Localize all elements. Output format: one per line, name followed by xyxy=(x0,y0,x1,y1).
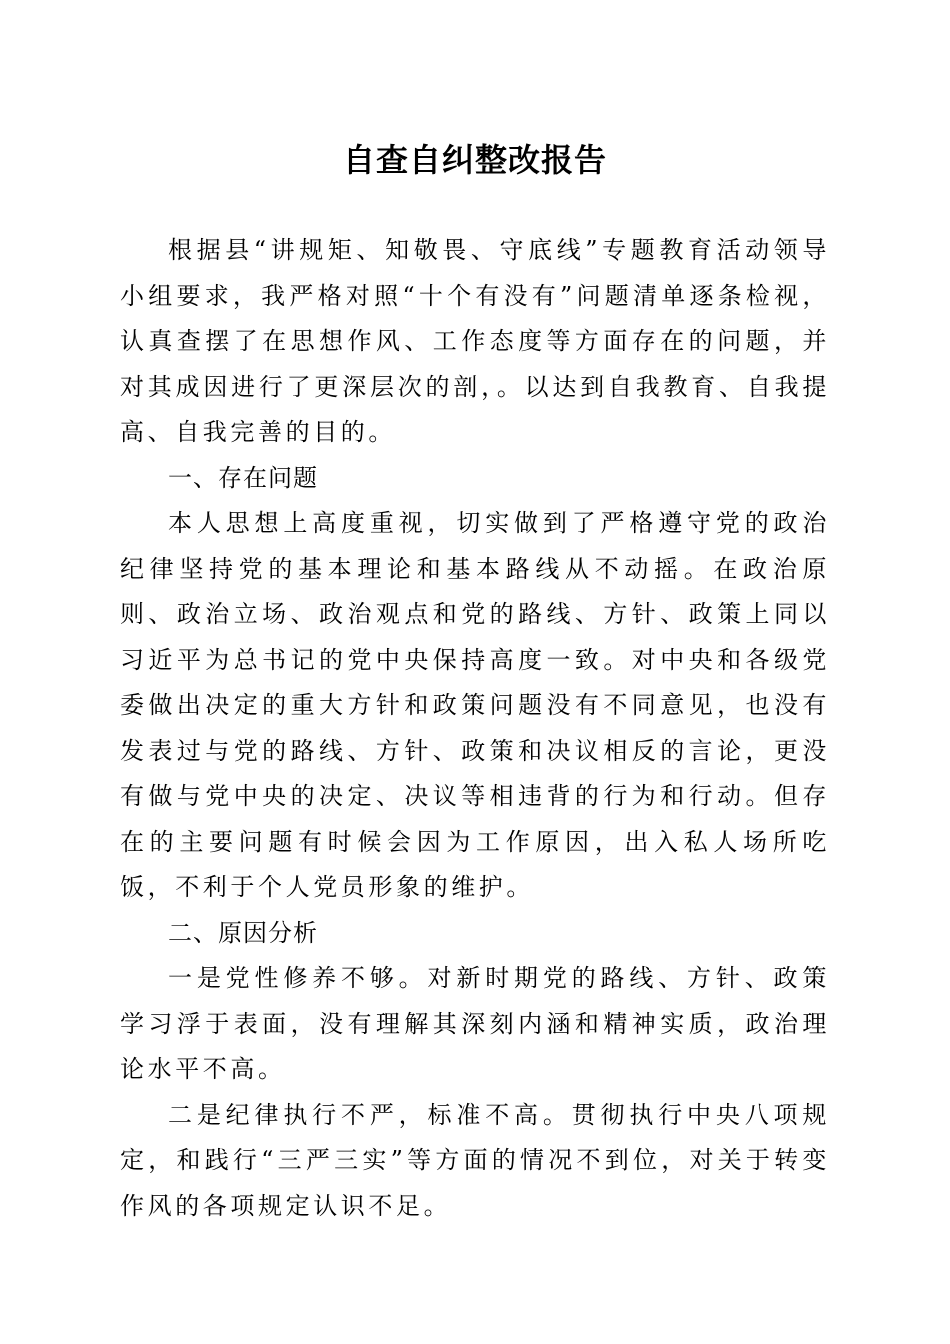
cause-item-2-lead: 二是纪律执行不严，标准不高。 xyxy=(168,1100,572,1129)
document-body xyxy=(120,228,830,1229)
section-heading-problems: 一、存在问题 xyxy=(168,463,318,492)
cause-item-1-lead: 一是党性修养不够。 xyxy=(168,964,428,992)
cause-item-1-text: 对新时期党的路线、方针、政策学习浮于表面，没有理解其深刻内涵和精神实质，政治理论水平不高。 xyxy=(120,964,830,1083)
problems-paragraph: 本人思想上高度重视，切实做到了严格遵守党的政治纪律坚持党的基本理论和基本路线从不动摇。在政治原则、政治立场、政治观点和党的路线、方针、政策上同以习近平为总书记的党中央保持高度一致。对中央和各级党委做出决定的重大方针和政策问题没有不同意见，也没有发表过与党的路线、方针、政策和决议相反的言论，更没有做与党中央的决定、决议等相违背的行为和行动。但存在的主要问题有时候会因为工作原因，出入私人场所吃饭，不利于个人党员形象的维护。 xyxy=(120,509,830,901)
cause-item-1 xyxy=(120,956,830,1093)
section-heading-causes: 二、原因分析 xyxy=(168,918,318,947)
document-page xyxy=(120,0,830,1344)
document-title: 自查自纠整改报告 xyxy=(342,141,607,179)
intro-paragraph: 根据县“讲规矩、知敬畏、守底线”专题教育活动领导小组要求，我严格对照“十个有没有”问题清单逐条检视，认真查摆了在思想作风、工作态度等方面存在的问题，并对其成因进行了更深层次的剖，。以达到自我教育、自我提高、自我完善的目的。 xyxy=(120,236,830,446)
cause-item-2-text: 贯彻执行中央八项规定，和践行“三严三实”等方面的情况不到位，对关于转变作风的各项规定认识不足。 xyxy=(120,1100,830,1220)
cause-item-2 xyxy=(120,1093,830,1230)
